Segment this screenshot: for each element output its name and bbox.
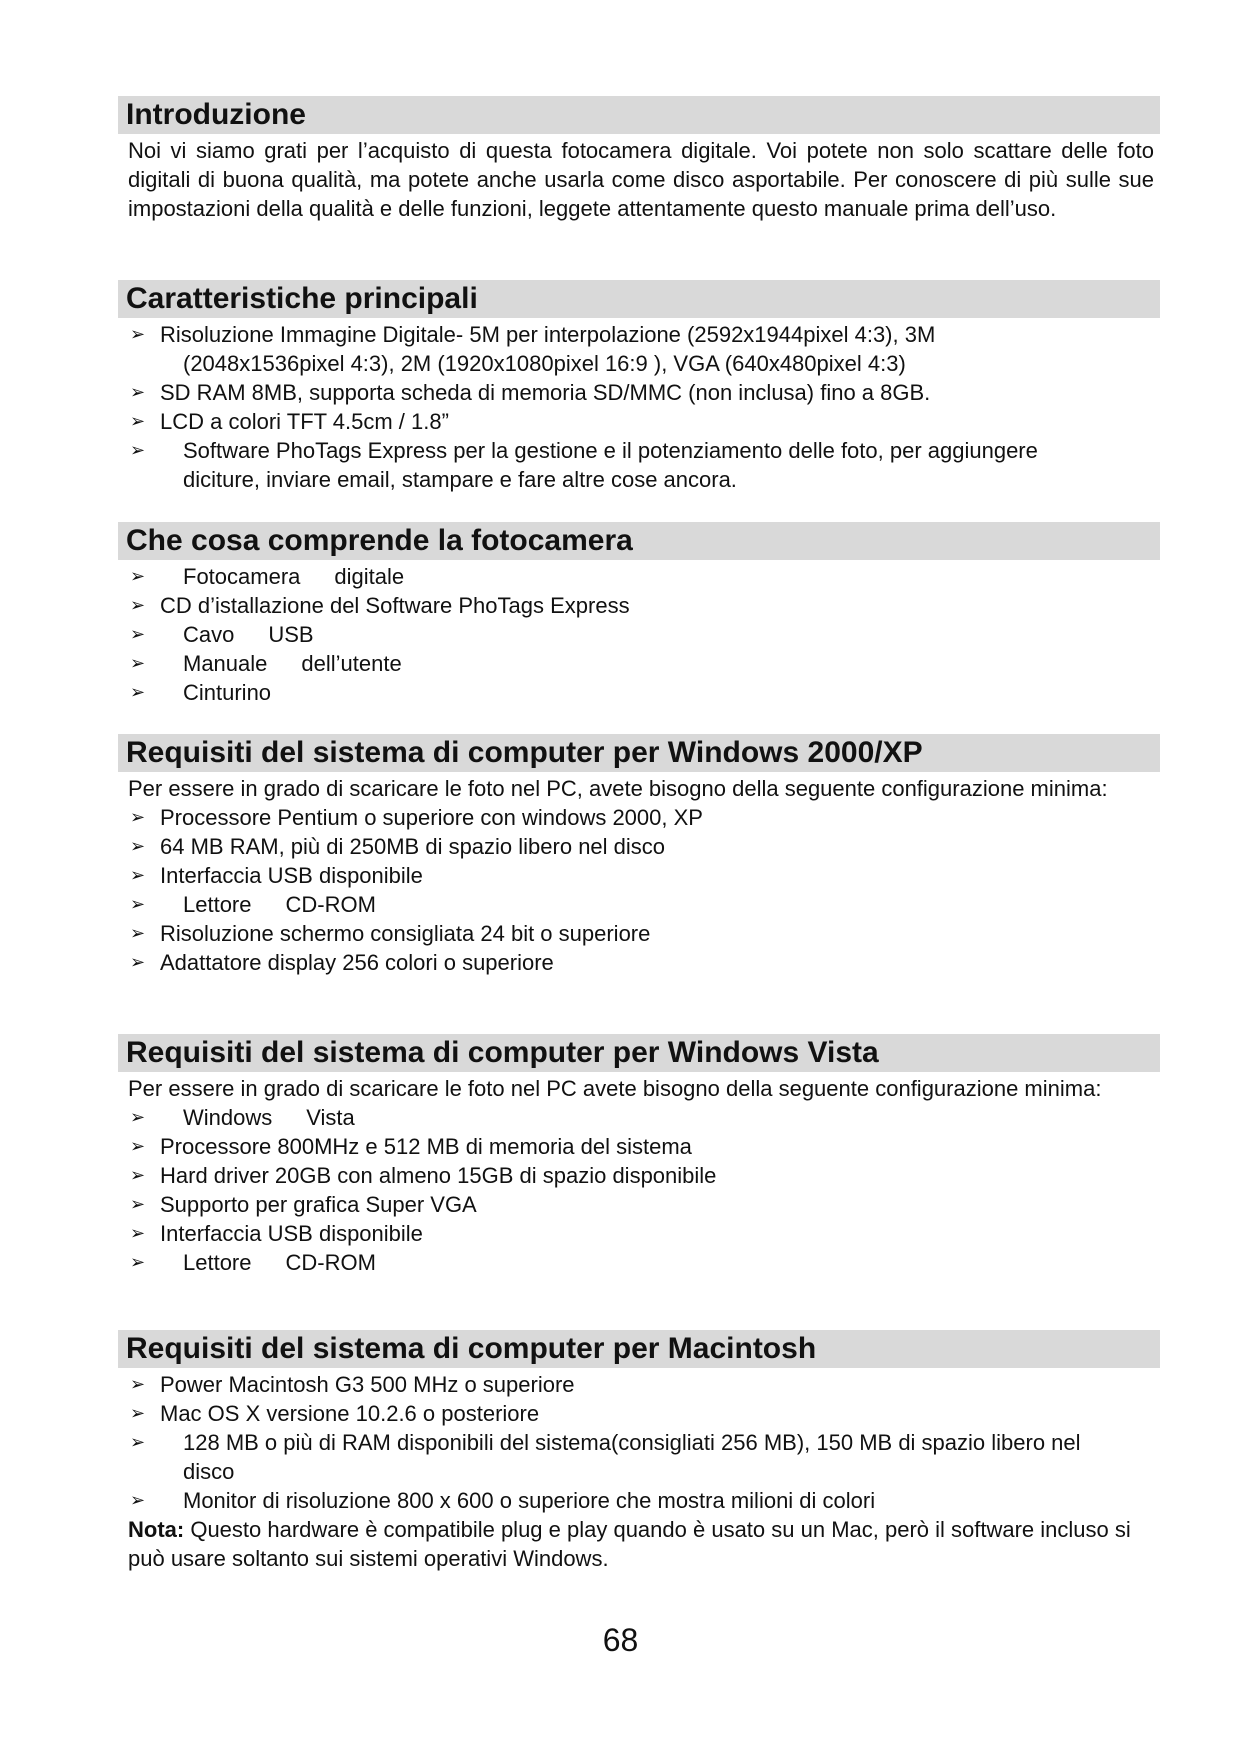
arrow-bullet-icon: ➢	[130, 894, 146, 914]
list-item	[120, 407, 1160, 436]
list-item	[120, 832, 1160, 861]
intro-paragraph: Noi vi siamo grati per l’acquisto di questa fotocamera digitale. Voi potete non solo scattare delle foto digitali di buona qualità, ma potete anche usarla come disco asportabile. Per conoscere di più sulle sue impostazioni della qualità e delle funzioni, leggete attentamente questo manuale prima dell’uso.	[128, 138, 1154, 221]
list-item	[120, 436, 1160, 494]
item-text: Cinturino	[183, 680, 272, 705]
contents-list	[120, 562, 1160, 707]
arrow-bullet-icon: ➢	[130, 1252, 146, 1272]
arrow-bullet-icon: ➢	[130, 1490, 146, 1510]
list-item	[120, 1103, 1160, 1132]
arrow-bullet-icon: ➢	[130, 952, 146, 972]
item-text: Mac OS X versione 10.2.6 o posteriore	[160, 1401, 540, 1426]
list-item	[120, 1370, 1160, 1399]
item-text: 64 MB RAM, più di 250MB di spazio libero nel disco	[160, 834, 666, 859]
list-item	[120, 861, 1160, 890]
arrow-bullet-icon: ➢	[130, 923, 146, 943]
section-caratteristiche	[120, 280, 1160, 494]
list-item	[120, 1248, 1160, 1277]
item-text: Risoluzione Immagine Digitale- 5M per interpolazione (2592x1944pixel 4:3), 3M	[160, 322, 936, 347]
list-item	[120, 1219, 1160, 1248]
list-item	[120, 890, 1160, 919]
item-text: 128 MB o più di RAM disponibili del sistema(consigliati 256 MB), 150 MB di spazio libero nel	[183, 1430, 1081, 1455]
item-text: Processore Pentium o superiore con windows 2000, XP	[160, 805, 703, 830]
list-item	[120, 649, 1160, 678]
item-text-continued: diciture, inviare email, stampare e fare altre cose ancora.	[183, 467, 737, 492]
requisiti-vista-list	[120, 1103, 1160, 1277]
arrow-bullet-icon: ➢	[130, 1403, 146, 1423]
heading-introduzione: Introduzione	[118, 96, 1160, 134]
item-text-continued: (2048x1536pixel 4:3), 2M (1920x1080pixel 16:9 ), VGA (640x480pixel 4:3)	[183, 351, 906, 376]
arrow-bullet-icon: ➢	[130, 595, 146, 615]
item-text-continued: disco	[183, 1459, 235, 1484]
item-text: LCD a colori TFT 4.5cm / 1.8”	[160, 409, 449, 434]
list-item	[120, 1399, 1160, 1428]
arrow-bullet-icon: ➢	[130, 411, 146, 431]
item-text: Interfaccia USB disponibile	[160, 1221, 423, 1246]
list-item	[120, 919, 1160, 948]
item-text: Manuale	[183, 651, 268, 676]
list-item	[120, 1161, 1160, 1190]
item-text-b: dell’utente	[301, 651, 402, 676]
arrow-bullet-icon: ➢	[130, 1107, 146, 1127]
list-item	[120, 1132, 1160, 1161]
arrow-bullet-icon: ➢	[130, 653, 146, 673]
item-text: Interfaccia USB disponibile	[160, 863, 423, 888]
list-item	[120, 678, 1160, 707]
arrow-bullet-icon: ➢	[130, 836, 146, 856]
item-text-b: CD-ROM	[285, 892, 376, 917]
arrow-bullet-icon: ➢	[130, 1136, 146, 1156]
section-introduzione	[120, 96, 1160, 223]
arrow-bullet-icon: ➢	[130, 1374, 146, 1394]
requisiti-mac-list	[120, 1370, 1160, 1515]
heading-requisiti-mac: Requisiti del sistema di computer per Macintosh	[118, 1330, 1160, 1368]
list-item	[120, 1190, 1160, 1219]
heading-contenuto: Che cosa comprende la fotocamera	[118, 522, 1160, 560]
item-text: Adattatore display 256 colori o superiore	[160, 950, 554, 975]
item-text: Windows	[183, 1105, 273, 1130]
item-text-b: Vista	[306, 1105, 355, 1130]
list-item	[120, 948, 1160, 977]
arrow-bullet-icon: ➢	[130, 807, 146, 827]
section-requisiti-xp	[120, 734, 1160, 977]
item-text: Monitor di risoluzione 800 x 600 o superiore che mostra milioni di colori	[183, 1488, 876, 1513]
list-item	[120, 1486, 1160, 1515]
arrow-bullet-icon: ➢	[130, 566, 146, 586]
note-label: Nota:	[128, 1517, 185, 1542]
item-text: Processore 800MHz e 512 MB di memoria del sistema	[160, 1134, 692, 1159]
note-text: Questo hardware è compatibile plug e play quando è usato su un Mac, però il software incluso si può usare soltanto sui sistemi operativi Windows.	[128, 1517, 1131, 1571]
features-list	[120, 320, 1160, 494]
item-text: Supporto per grafica Super VGA	[160, 1192, 477, 1217]
heading-caratteristiche: Caratteristiche principali	[118, 280, 1160, 318]
requisiti-vista-intro: Per essere in grado di scaricare le foto nel PC avete bisogno della seguente configurazione minima:	[128, 1076, 1102, 1101]
list-item	[120, 620, 1160, 649]
arrow-bullet-icon: ➢	[130, 1194, 146, 1214]
list-item	[120, 1428, 1160, 1486]
item-text: Software PhoTags Express per la gestione e il potenziamento delle foto, per aggiungere	[183, 438, 1038, 463]
item-text-b: digitale	[334, 564, 405, 589]
list-item	[120, 562, 1160, 591]
arrow-bullet-icon: ➢	[130, 1432, 146, 1452]
section-requisiti-mac	[120, 1330, 1160, 1573]
heading-requisiti-xp: Requisiti del sistema di computer per Windows 2000/XP	[118, 734, 1160, 772]
item-text: Cavo	[183, 622, 235, 647]
item-text-b: USB	[268, 622, 314, 647]
arrow-bullet-icon: ➢	[130, 440, 146, 460]
page-number: 68	[602, 1622, 639, 1658]
item-text: CD d’istallazione del Software PhoTags Express	[160, 593, 630, 618]
arrow-bullet-icon: ➢	[130, 382, 146, 402]
item-text: Power Macintosh G3 500 MHz o superiore	[160, 1372, 575, 1397]
item-text: Risoluzione schermo consigliata 24 bit o superiore	[160, 921, 651, 946]
list-item	[120, 378, 1160, 407]
section-contenuto	[120, 522, 1160, 707]
item-text: Hard driver 20GB con almeno 15GB di spazio disponibile	[160, 1163, 717, 1188]
requisiti-xp-list	[120, 803, 1160, 977]
arrow-bullet-icon: ➢	[130, 682, 146, 702]
arrow-bullet-icon: ➢	[130, 324, 146, 344]
arrow-bullet-icon: ➢	[130, 865, 146, 885]
section-requisiti-vista	[120, 1034, 1160, 1277]
item-text: Lettore	[183, 1250, 252, 1275]
arrow-bullet-icon: ➢	[130, 624, 146, 644]
arrow-bullet-icon: ➢	[130, 1223, 146, 1243]
item-text: Lettore	[183, 892, 252, 917]
mac-note	[128, 1515, 1154, 1573]
item-text: SD RAM 8MB, supporta scheda di memoria SD/MMC (non inclusa) fino a 8GB.	[160, 380, 931, 405]
heading-requisiti-vista: Requisiti del sistema di computer per Windows Vista	[118, 1034, 1160, 1072]
item-text-b: CD-ROM	[285, 1250, 376, 1275]
list-item	[120, 803, 1160, 832]
arrow-bullet-icon: ➢	[130, 1165, 146, 1185]
item-text: Fotocamera	[183, 564, 301, 589]
requisiti-xp-intro: Per essere in grado di scaricare le foto nel PC, avete bisogno della seguente configurazione minima:	[128, 776, 1108, 801]
list-item	[120, 320, 1160, 378]
list-item	[120, 591, 1160, 620]
